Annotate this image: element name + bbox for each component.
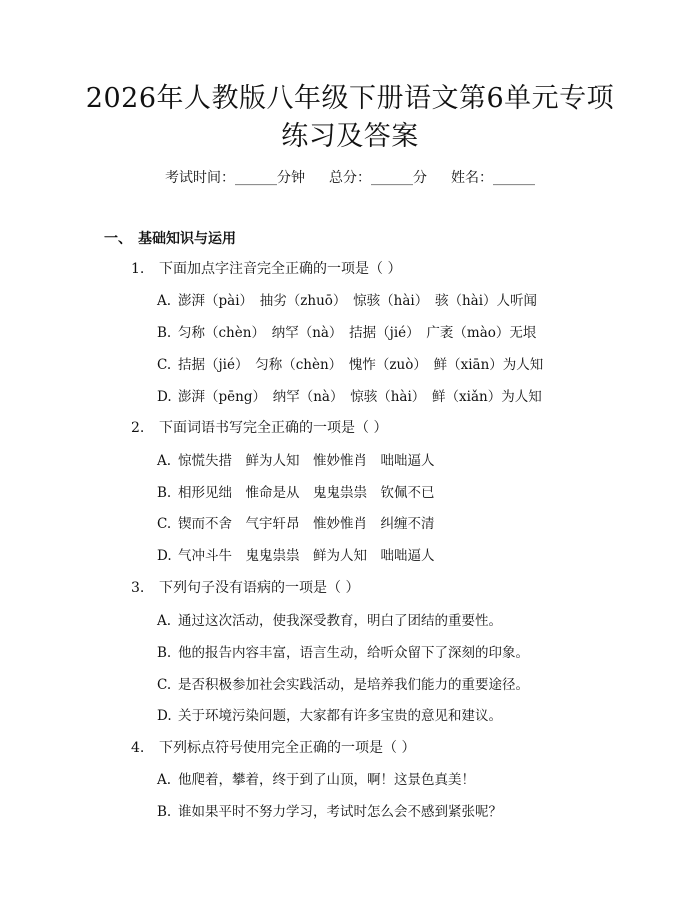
- option-text: 通过这次活动，使我深受教育，明白了团结的重要性。: [178, 613, 502, 629]
- question-1-option-a: [157, 291, 537, 311]
- option-letter: A.: [157, 453, 172, 469]
- question-2-option-c: [157, 514, 435, 534]
- exam-score-label: 总分：______分: [329, 170, 427, 186]
- question-text: 下面加点字注音完全正确的一项是（ ）: [159, 261, 402, 277]
- exam-meta-line: [0, 168, 700, 188]
- option-text: 他爬着，攀着，终于到了山顶，啊！这景色真美！: [178, 772, 475, 788]
- question-4-option-b: [157, 802, 502, 822]
- option-text: 相形见绌 惟命是从 鬼鬼祟祟 钦佩不已: [178, 485, 435, 501]
- question-1-option-b: [157, 323, 536, 343]
- option-text: 他的报告内容丰富，语言生动，给听众留下了深刻的印象。: [178, 645, 529, 661]
- question-2-option-a: [157, 451, 435, 471]
- option-text: 锲而不舍 气宇轩昂 惟妙惟肖 纠缠不清: [178, 516, 435, 532]
- option-letter: C.: [157, 357, 172, 373]
- question-number: 1.: [131, 261, 145, 277]
- option-letter: D.: [157, 548, 172, 564]
- question-3-option-c: [157, 675, 529, 695]
- section-title: 基础知识与运用: [138, 231, 236, 247]
- section-heading: [104, 229, 236, 249]
- question-number: 4.: [131, 740, 145, 756]
- question-1: [131, 259, 401, 279]
- option-letter: B.: [157, 804, 172, 820]
- option-text: 拮据（jié） 匀称（chèn） 愧怍（zuò） 鲜（xiān）为人知: [178, 357, 544, 373]
- question-2: [131, 418, 387, 438]
- question-3-option-b: [157, 643, 529, 663]
- question-1-option-d: [157, 387, 542, 407]
- question-4-option-a: [157, 770, 475, 790]
- page-title-line1: 2026年人教版八年级下册语文第6单元专项: [85, 83, 615, 114]
- question-2-option-d: [157, 546, 435, 566]
- option-text: 惊慌失措 鲜为人知 惟妙惟肖 咄咄逼人: [178, 453, 435, 469]
- question-4: [131, 738, 415, 758]
- question-text: 下列标点符号使用完全正确的一项是（ ）: [159, 740, 416, 756]
- option-text: 关于环境污染问题，大家都有许多宝贵的意见和建议。: [178, 708, 502, 724]
- option-letter: D.: [157, 389, 172, 405]
- option-letter: C.: [157, 516, 172, 532]
- section-number: 一、: [104, 231, 132, 247]
- question-text: 下列句子没有语病的一项是（ ）: [159, 580, 360, 596]
- option-letter: A.: [157, 613, 172, 629]
- option-letter: B.: [157, 645, 172, 661]
- question-2-option-b: [157, 483, 435, 503]
- question-1-option-c: [157, 355, 543, 375]
- option-letter: D.: [157, 708, 172, 724]
- option-text: 是否积极参加社会实践活动，是培养我们能力的重要途径。: [178, 677, 529, 693]
- option-text: 谁如果平时不努力学习，考试时怎么会不感到紧张呢？: [178, 804, 502, 820]
- question-3-option-a: [157, 611, 502, 631]
- page-title-line2: 练习及答案: [281, 121, 419, 152]
- option-letter: B.: [157, 485, 172, 501]
- option-text: 澎湃（pēng） 纳罕（nà） 惊骇（hài） 鲜（xiǎn）为人知: [178, 389, 542, 405]
- option-letter: B.: [157, 325, 172, 341]
- option-text: 澎湃（pài） 抽劣（zhuō） 惊骇（hài） 骇（hài）人听闻: [178, 293, 538, 309]
- question-text: 下面词语书写完全正确的一项是（ ）: [159, 420, 388, 436]
- question-number: 3.: [131, 580, 145, 596]
- option-text: 匀称（chèn） 纳罕（nà） 拮据（jié） 广袤（mào）无垠: [178, 325, 537, 341]
- exam-name-label: 姓名：______: [451, 170, 535, 186]
- exam-time-label: 考试时间：______分钟: [165, 170, 305, 186]
- option-letter: A.: [157, 772, 172, 788]
- option-letter: C.: [157, 677, 172, 693]
- option-text: 气冲斗牛 鬼鬼祟祟 鲜为人知 咄咄逼人: [178, 548, 435, 564]
- question-3-option-d: [157, 706, 502, 726]
- question-3: [131, 578, 359, 598]
- question-number: 2.: [131, 420, 145, 436]
- option-letter: A.: [157, 293, 172, 309]
